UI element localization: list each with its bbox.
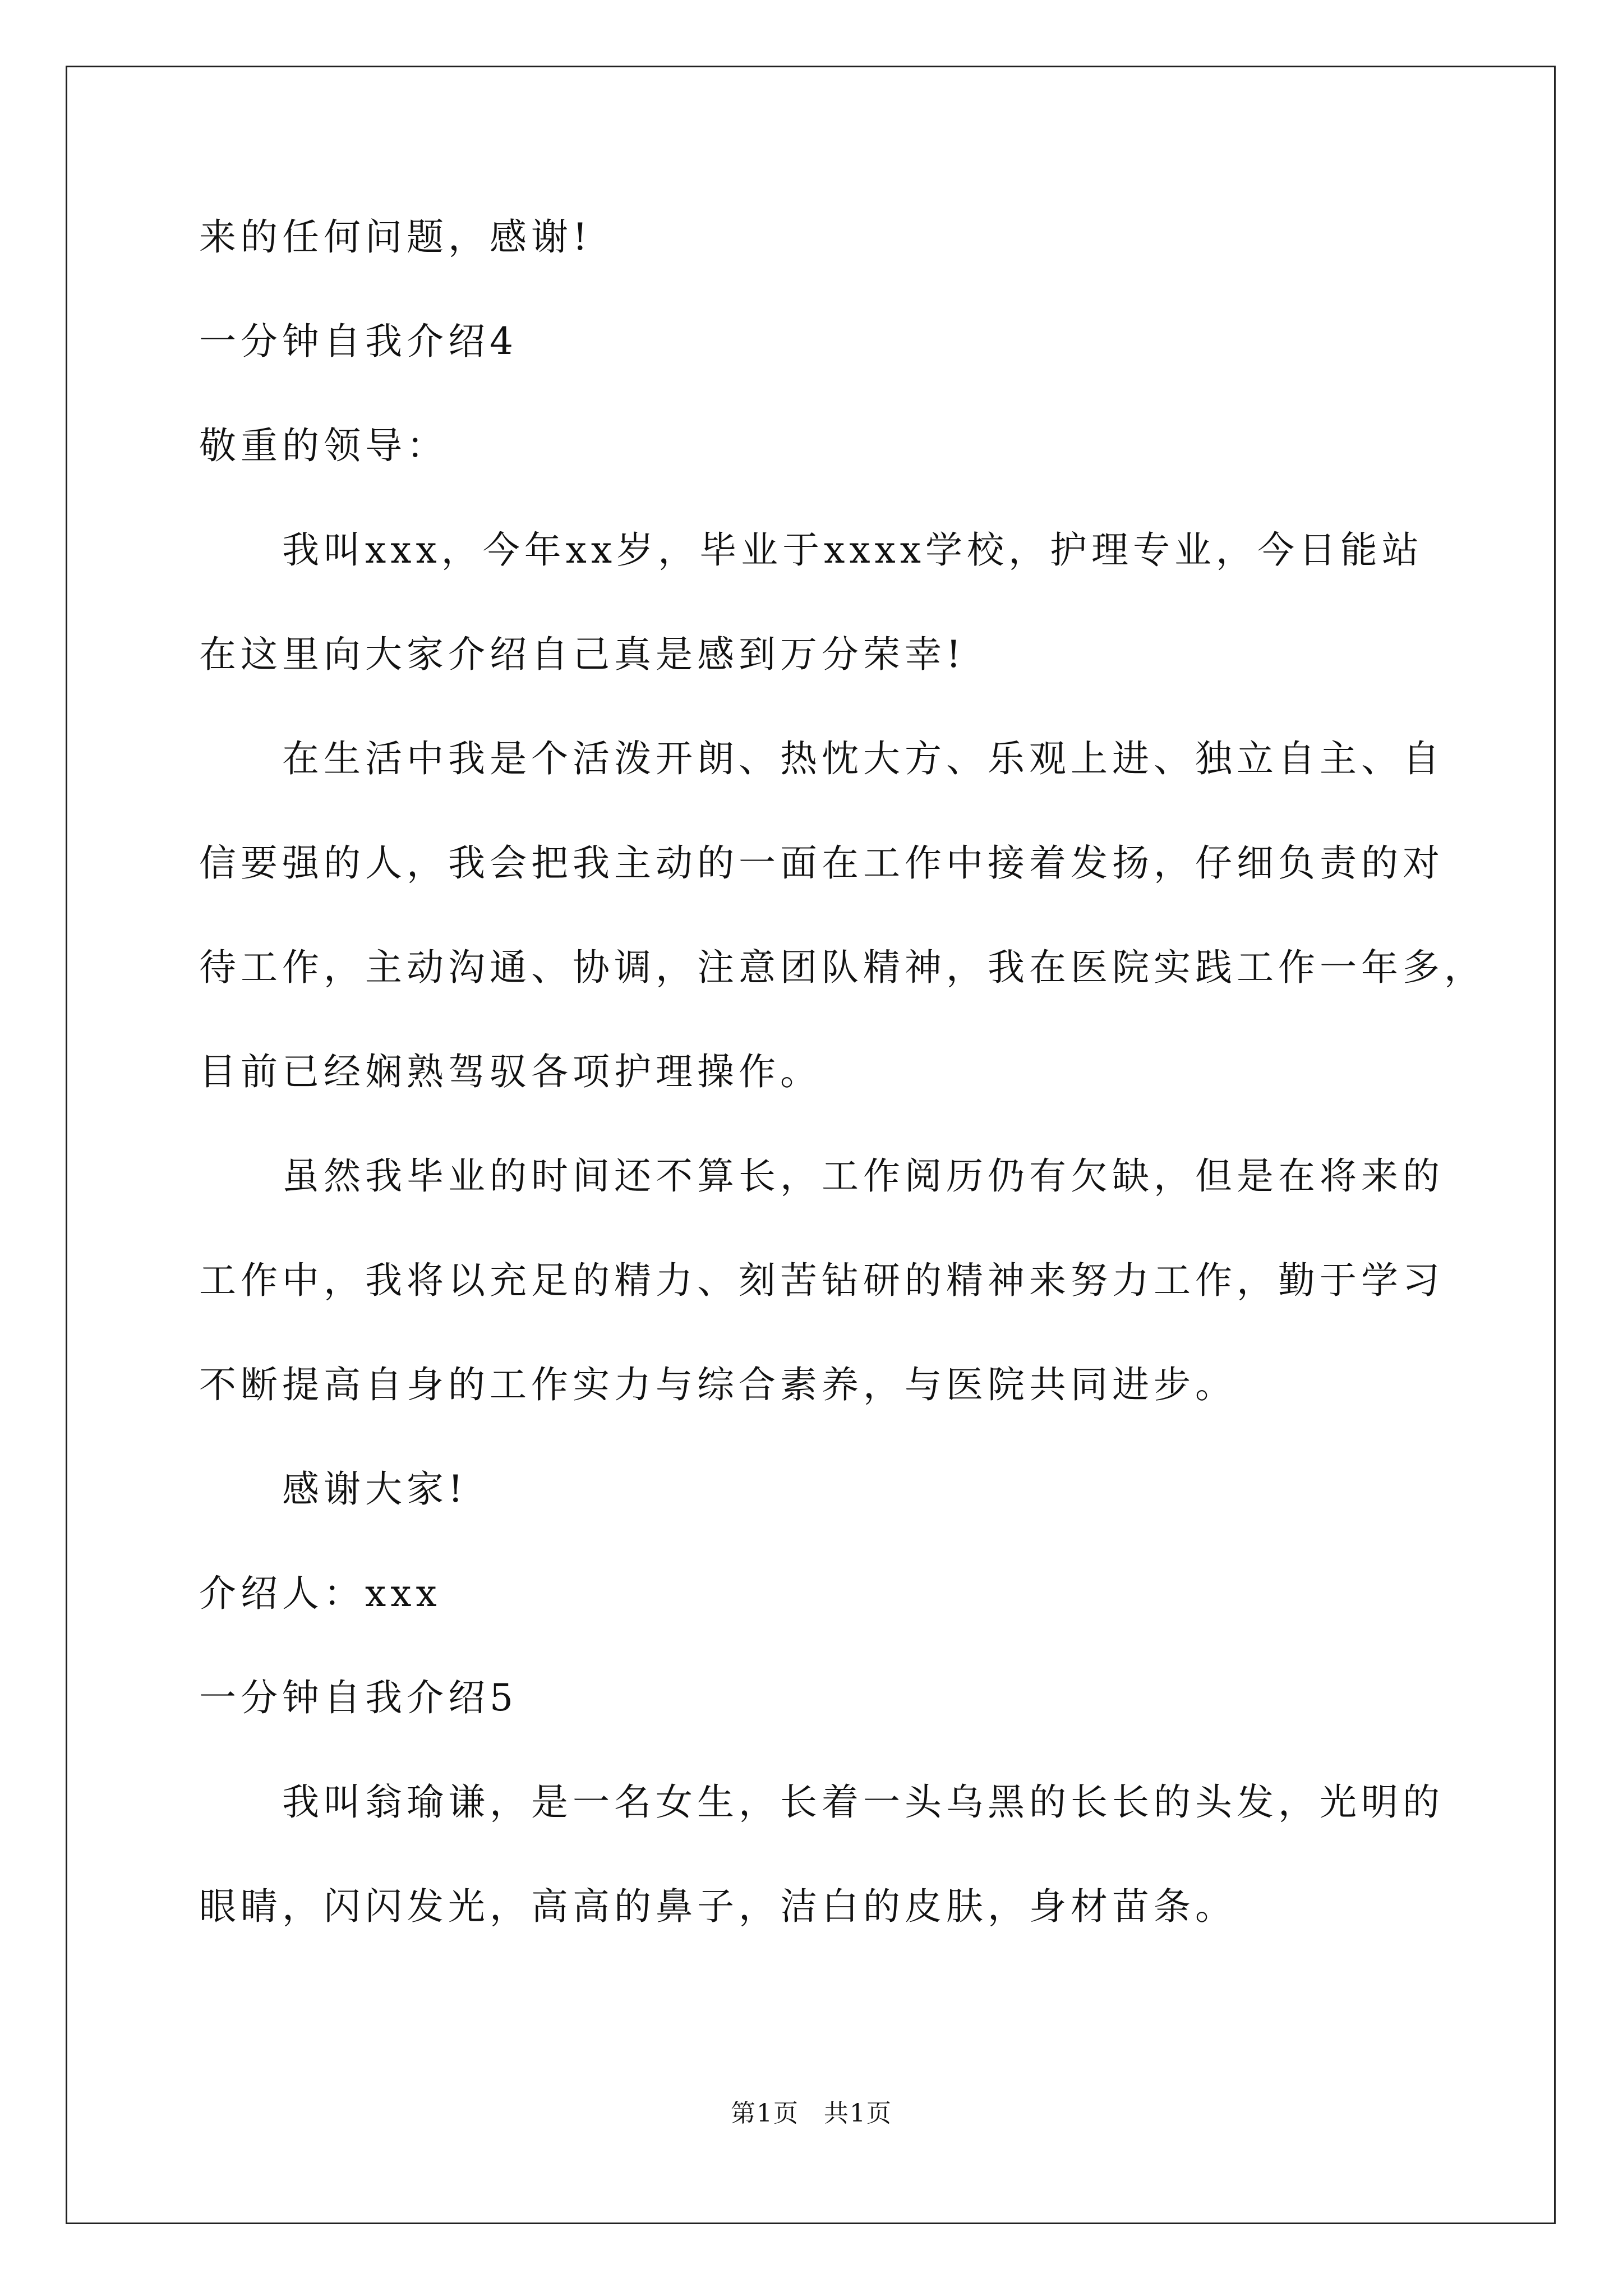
paragraph-line: 待工作，主动沟通、协调，注意团队精神，我在医院实践工作一年多，: [199, 946, 1486, 989]
paragraph-line: 信要强的人，我会把我主动的一面在工作中接着发扬，仔细负责的对: [199, 841, 1444, 885]
paragraph-line: 在生活中我是个活泼开朗、热忱大方、乐观上进、独立自主、自: [282, 737, 1444, 780]
page-total: 共1页: [824, 2099, 892, 2128]
text-line: 来的任何问题，感谢!: [199, 215, 592, 259]
paragraph-line: 虽然我毕业的时间还不算长，工作阅历仍有欠缺，但是在将来的: [282, 1154, 1444, 1198]
paragraph-line: 眼睛，闪闪发光，高高的鼻子，洁白的皮肤，身材苗条。: [199, 1885, 1237, 1928]
paragraph-line: 目前已经娴熟驾驭各项护理操作。: [199, 1050, 822, 1093]
document-body: [199, 185, 1486, 1959]
closing-line: 感谢大家!: [282, 1467, 468, 1511]
section-heading: 一分钟自我介绍4: [199, 320, 518, 363]
paragraph-line: 不断提高自身的工作实力与综合素养，与医院共同进步。: [199, 1363, 1237, 1406]
signature-line: 介绍人：xxx: [199, 1572, 441, 1615]
page-number: 第1页: [731, 2099, 799, 2128]
paragraph-line: 工作中，我将以充足的精力、刻苦钻研的精神来努力工作，勤于学习: [199, 1259, 1444, 1302]
page-footer: [0, 2097, 1623, 2131]
paragraph-line: 我叫xxx，今年xx岁，毕业于xxxx学校，护理专业，今日能站: [282, 528, 1423, 572]
paragraph-line: 在这里向大家介绍自己真是感到万分荣幸!: [199, 633, 966, 676]
section-heading: 一分钟自我介绍5: [199, 1676, 518, 1719]
paragraph-line: 我叫翁瑜谦，是一名女生，长着一头乌黑的长长的头发，光明的: [282, 1780, 1444, 1824]
salutation: 敬重的领导：: [199, 424, 448, 467]
